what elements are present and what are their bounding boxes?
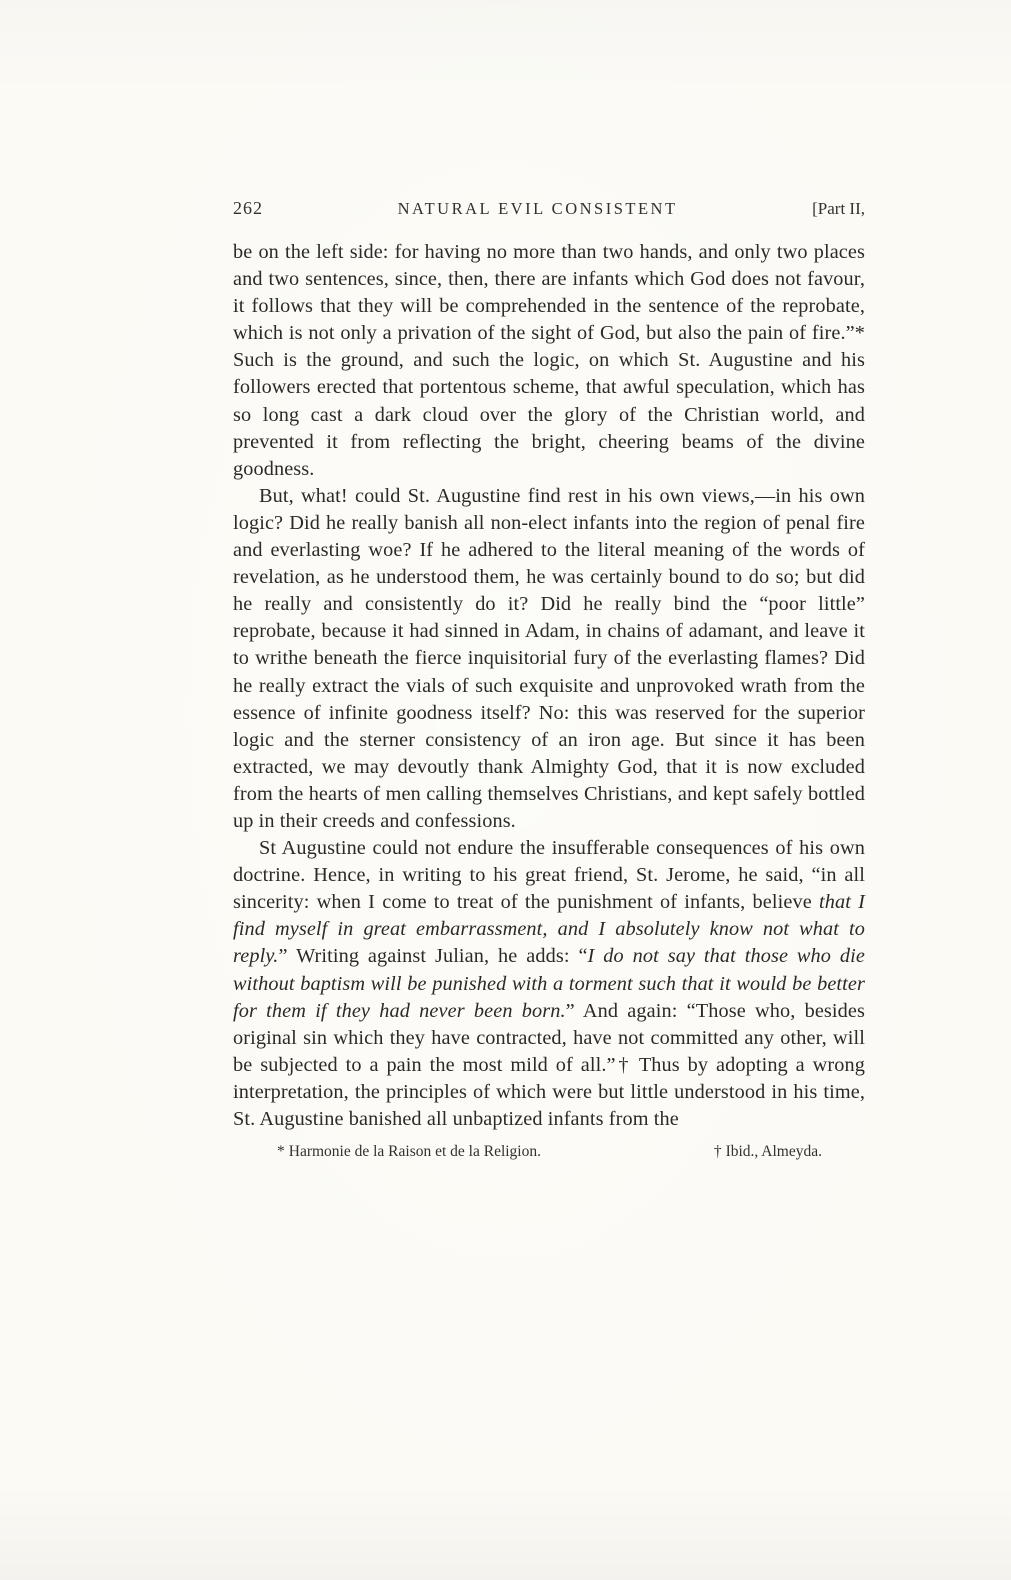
paragraph-segment-italic: I do not say that those who die without baptism will be punished with a torment such that it would be better for them if they had never been born. (233, 945, 865, 1022)
text-column (233, 198, 865, 1162)
footnote-item (277, 1142, 541, 1162)
paragraph-segment: be on the left side: for having no more than two hands, and only two places and two sentences, since, then, there are infants which God does not favour, it follows that they will be comprehended in the sentence of the reprobate, which is not only a privation of the sight of God, but also the pain of fire.”* Such is the ground, and such the logic, on which St. Augustine and his followers erected that portentous scheme, that awful speculation, which has so long cast a dark cloud over the glory of the Christian world, and prevented it from reflecting the bright, cheering beams of the divine goodness. (233, 241, 865, 480)
paragraph-segment: ” And again: “Those who, besides original sin which they have contracted, have not committed any other, will be subjected to a pain the most mild of all.”† Thus by adopting a wrong interpretation, the principles of which were but little understood in his time, St. Augustine banished all unbaptized infants from the (233, 999, 865, 1130)
footnote-text: Harmonie de la Raison et de la Religion. (288, 1143, 541, 1161)
footnotes (277, 1142, 822, 1162)
paragraph (233, 239, 865, 483)
paragraph (233, 835, 865, 1133)
paragraph-segment: But, what! could St. Augustine find rest in his own views,—in his own logic? Did he really banish all non-elect infants into the region of penal fire and everlasting woe? If he adhered to the literal meaning of the words of revelation, as he understood them, he was certainly bound to do so; but did he really and consistently do it? Did he really bind the “poor little” reprobate, because it had sinned in Adam, in chains of adamant, and leave it to writhe beneath the fierce inquisitorial fury of the everlasting flames? Did he really extract the vials of such exquisite and unprovoked wrath from the essence of infinite goodness itself? No: this was reserved for the superior logic and the sterner consistency of an iron age. But since it has been extracted, we may devoutly thank Almighty God, that it is now excluded from the hearts of men calling themselves Christians, and kept safely bottled up in their creeds and confessions. (233, 484, 865, 832)
running-header (233, 198, 865, 219)
page-number: 262 (233, 198, 263, 218)
paragraph-segment: ” Writing against Julian, he adds: “ (278, 945, 588, 968)
footnote-marker: † (713, 1143, 722, 1161)
running-title: NATURAL EVIL CONSISTENT (397, 199, 678, 218)
body-text (233, 239, 865, 1133)
footnote-text: Ibid., Almeyda. (725, 1143, 822, 1161)
part-label: [Part II, (812, 199, 865, 218)
paragraph-segment-italic: that I find myself in great embarrassment, and I absolutely know not what to reply. (233, 891, 865, 968)
footnote-item (714, 1142, 822, 1162)
footnote-marker: * (277, 1143, 285, 1161)
paragraph-segment: St Augustine could not endure the insufferable consequences of his own doctrine. Hence, in writing to his great friend, St. Jerome, he said, “in all sincerity: when I come to treat of the punishment of infants, believe (233, 837, 865, 914)
paragraph (233, 483, 865, 835)
